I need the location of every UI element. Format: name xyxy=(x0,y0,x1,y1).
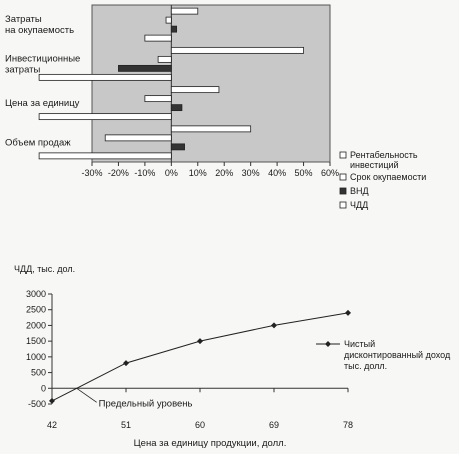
x-tick-label: 42 xyxy=(46,420,58,430)
y-tick-label: 2500 xyxy=(25,304,46,315)
category-label: Инвестиционные xyxy=(5,53,81,65)
category-label: на окупаемость xyxy=(5,25,75,37)
legend-label: инвестиций xyxy=(350,160,399,170)
category-label: Затраты xyxy=(5,14,42,26)
legend-label: тыс. долл. xyxy=(344,361,388,371)
category-label: затраты xyxy=(5,64,41,76)
x-tick-label: 20% xyxy=(215,168,234,178)
y-tick-label: -500 xyxy=(27,399,46,409)
x-tick-label: -10% xyxy=(134,168,156,178)
legend-label: Срок окупаемости xyxy=(350,172,427,182)
npv-data-point xyxy=(123,360,129,366)
npv-series-line xyxy=(52,313,348,401)
legend-marker xyxy=(325,341,331,347)
annotation-leader xyxy=(77,388,97,402)
y-tick-label: 1500 xyxy=(25,336,46,347)
x-axis-title: Цена за единицу продукции, долл. xyxy=(133,438,287,449)
y-tick-label: 1000 xyxy=(25,351,46,362)
legend-label: дисконтированный доход xyxy=(344,350,451,360)
annotation-label: Предельный уровень xyxy=(98,398,193,410)
npv-data-point xyxy=(271,322,277,328)
x-tick-label: -20% xyxy=(107,168,129,178)
x-tick-label: 60 xyxy=(194,420,206,430)
x-tick-label: 69 xyxy=(268,420,280,430)
y-tick-label: 500 xyxy=(30,367,46,378)
x-tick-label: 60% xyxy=(320,168,340,178)
x-tick-label: -30% xyxy=(81,168,103,178)
y-tick-label: 2000 xyxy=(25,320,46,331)
x-tick-label: 40% xyxy=(268,168,287,178)
x-tick-label: 10% xyxy=(188,168,207,178)
x-tick-label: 78 xyxy=(342,420,354,430)
legend-label: Чистый xyxy=(344,339,376,349)
x-tick-label: 50% xyxy=(294,168,313,178)
legend-label: ЧДД xyxy=(350,200,369,210)
legend-label: ВНД xyxy=(350,186,369,196)
npv-data-point xyxy=(49,398,55,404)
category-label: Объем продаж xyxy=(5,137,71,149)
npv-data-point xyxy=(197,338,203,344)
x-tick-label: 51 xyxy=(120,420,132,430)
y-tick-label: 3000 xyxy=(25,289,46,299)
legend-label: Рентабельность xyxy=(350,150,418,160)
x-tick-label: 30% xyxy=(241,168,260,178)
category-label: Цена за единицу xyxy=(5,98,80,110)
npv-data-point xyxy=(345,310,351,316)
y-tick-label: 0 xyxy=(40,383,46,394)
x-tick-label: 0% xyxy=(164,168,178,178)
y-axis-title: ЧДД, тыс. дол. xyxy=(14,264,76,274)
